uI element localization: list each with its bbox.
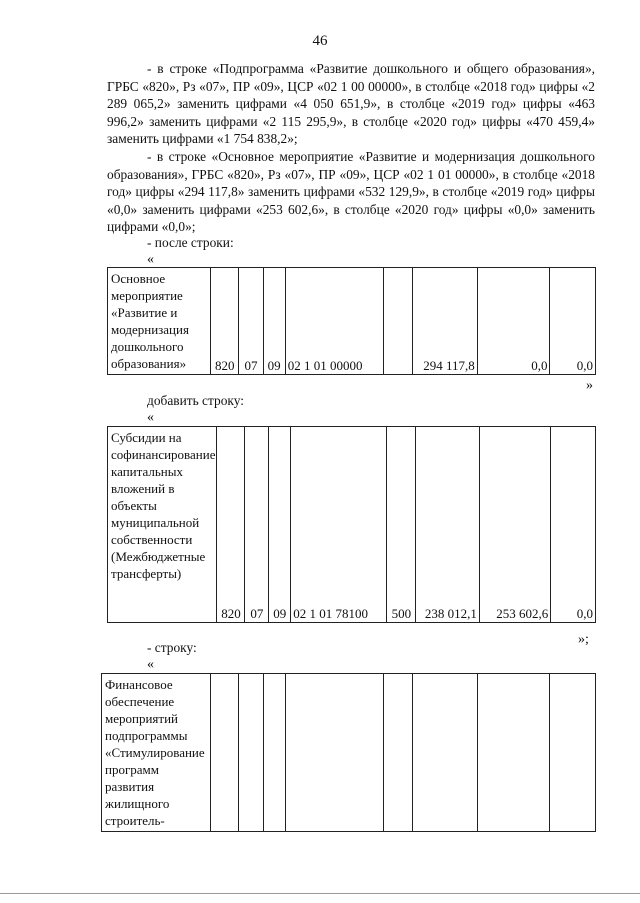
row-label: - строку: [147, 640, 197, 655]
table2-rz: 07 [245, 427, 269, 623]
paragraph-main-event: - в строке «Основное мероприятие «Развитие и модернизация дошкольного образования», ГРБС «820», Рз «07», ПР «09», ЦСР «02 1 01 00000», в столбце «2018 год» цифры «294 117,8» заменить цифрами «532 129,9», в столбце «2019 год» цифры «0,0» заменить цифрами «253 602,6», в столбце «2020 год» цифры «0,0» заменить цифрами «0,0»; [107, 149, 595, 234]
table3-name: Финансовое обеспечение мероприятий подпрограммы «Стимулирование программ развития жилищного строитель- [102, 674, 211, 832]
table3-pr [263, 674, 285, 832]
table-subsidies [107, 426, 596, 623]
table2-csr: 02 1 01 78100 [291, 427, 387, 623]
table3-grbs [211, 674, 239, 832]
table-main-event [107, 267, 596, 375]
table1-rz: 07 [239, 268, 263, 375]
paragraph-subprogram: - в строке «Подпрограмма «Развитие дошкольного и общего образования», ГРБС «820», Рз «07», ПР «09», ЦСР «02 1 00 00000», в столбце «2018 год» цифры «2 289 065,2» заменить цифрами «4 050 651,9», в столбце «2019 год» цифры «463 996,2» заменить цифрами «2 115 295,9», в столбце «2020 год» цифры «470 459,4» заменить цифрами «1 754 838,2»; [107, 61, 595, 146]
open-quote-2: « [147, 410, 154, 425]
table1-grbs: 820 [211, 268, 239, 375]
page-bottom-rule [0, 893, 640, 894]
table2-2019: 253 602,6 [479, 427, 550, 623]
table1-pr: 09 [263, 268, 285, 375]
table2-2018: 238 012,1 [416, 427, 480, 623]
open-quote-1: « [147, 252, 154, 267]
table1-csr: 02 1 01 00000 [285, 268, 383, 375]
table3-rz [239, 674, 263, 832]
table1-2018: 294 117,8 [413, 268, 478, 375]
table2-vr: 500 [387, 427, 416, 623]
table3-2020 [550, 674, 596, 832]
close-quote-1: » [586, 378, 593, 393]
table3-2019 [477, 674, 550, 832]
table2-pr: 09 [269, 427, 291, 623]
table3-vr [383, 674, 412, 832]
close-quote-semicolon: »; [578, 632, 589, 647]
open-quote-3: « [147, 657, 154, 672]
table1-name: Основное мероприятие «Развитие и модернизация дошкольного образования» [108, 268, 211, 375]
after-line-label: - после строки: [147, 235, 234, 250]
table2-2020: 0,0 [551, 427, 596, 623]
table2-name: Субсидии на софинансирование капитальных вложений в объекты муниципальной собственности (Межбюджетные трансферты) [108, 427, 217, 623]
table1-2019: 0,0 [477, 268, 550, 375]
table1-vr [383, 268, 412, 375]
page-number: 46 [312, 33, 328, 49]
table1-2020: 0,0 [550, 268, 596, 375]
table-financial-support [101, 673, 596, 832]
add-row-label: добавить строку: [147, 393, 244, 408]
table3-csr [285, 674, 383, 832]
table2-grbs: 820 [217, 427, 245, 623]
table3-2018 [413, 674, 478, 832]
